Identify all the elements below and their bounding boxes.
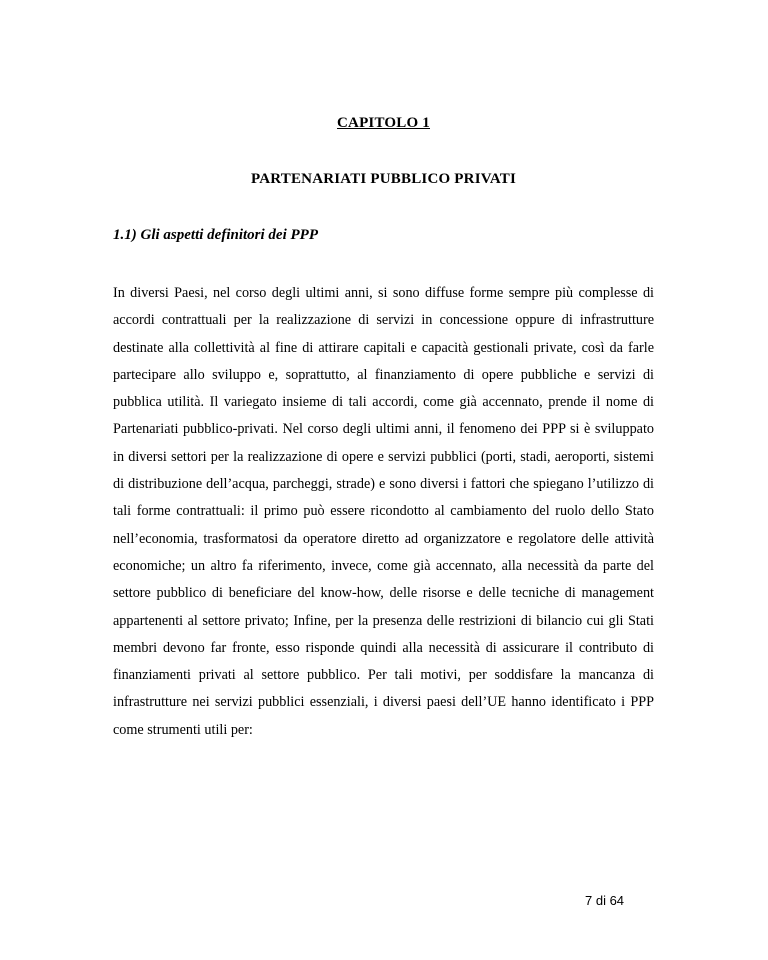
section-heading: 1.1) Gli aspetti definitori dei PPP [113,227,318,243]
chapter-label: CAPITOLO 1 [337,115,430,131]
page-number: 7 di 64 [585,893,625,908]
body-paragraph: In diversi Paesi, nel corso degli ultimi anni, si sono diffuse forme sempre più complesse di accordi contrattuali per la realizzazione di servizi in concessione oppure di infrastrutture destinate alla collettività al fine di attirare capitali e capacità gestionali private, così da farle partecipare allo sviluppo e, soprattutto, al finanziamento di opere pubbliche e servizi di pubblica utilità. Il variegato insieme di tali accordi, come già accennato, prende il nome di Partenariati pubblico-privati. Nel corso degli ultimi anni, il fenomeno dei PPP si è sviluppato in diversi settori per la realizzazione di opere e servizi pubblici (porti, stadi, aeroporti, sistemi di distribuzione dell’acqua, parcheggi, strade) e sono diversi i fattori che spiegano l’utilizzo di tali forme contrattuali: il primo può essere ricondotto al cambiamento del ruolo dello Stato nell’economia, trasformatosi da operatore diretto ad organizzatore e regolatore delle attività economiche; un altro fa riferimento, invece, come già accennato, alla necessità da parte del settore pubblico di beneficiare del know-how, delle risorse e delle tecniche di management appartenenti al settore privato; Infine, per la presenza delle restrizioni di bilancio cui gli Stati membri devono far fronte, esso risponde quindi alla necessità di assicurare il contributo di finanziamenti privati al settore pubblico. Per tali motivi, per soddisfare la mancanza di infrastrutture nei servizi pubblici essenziali, i diversi paesi dell’UE hanno identificato i PPP come strumenti utili per: [113,285,654,738]
chapter-label-container [113,114,654,132]
chapter-title: PARTENARIATI PUBBLICO PRIVATI [250,171,517,187]
